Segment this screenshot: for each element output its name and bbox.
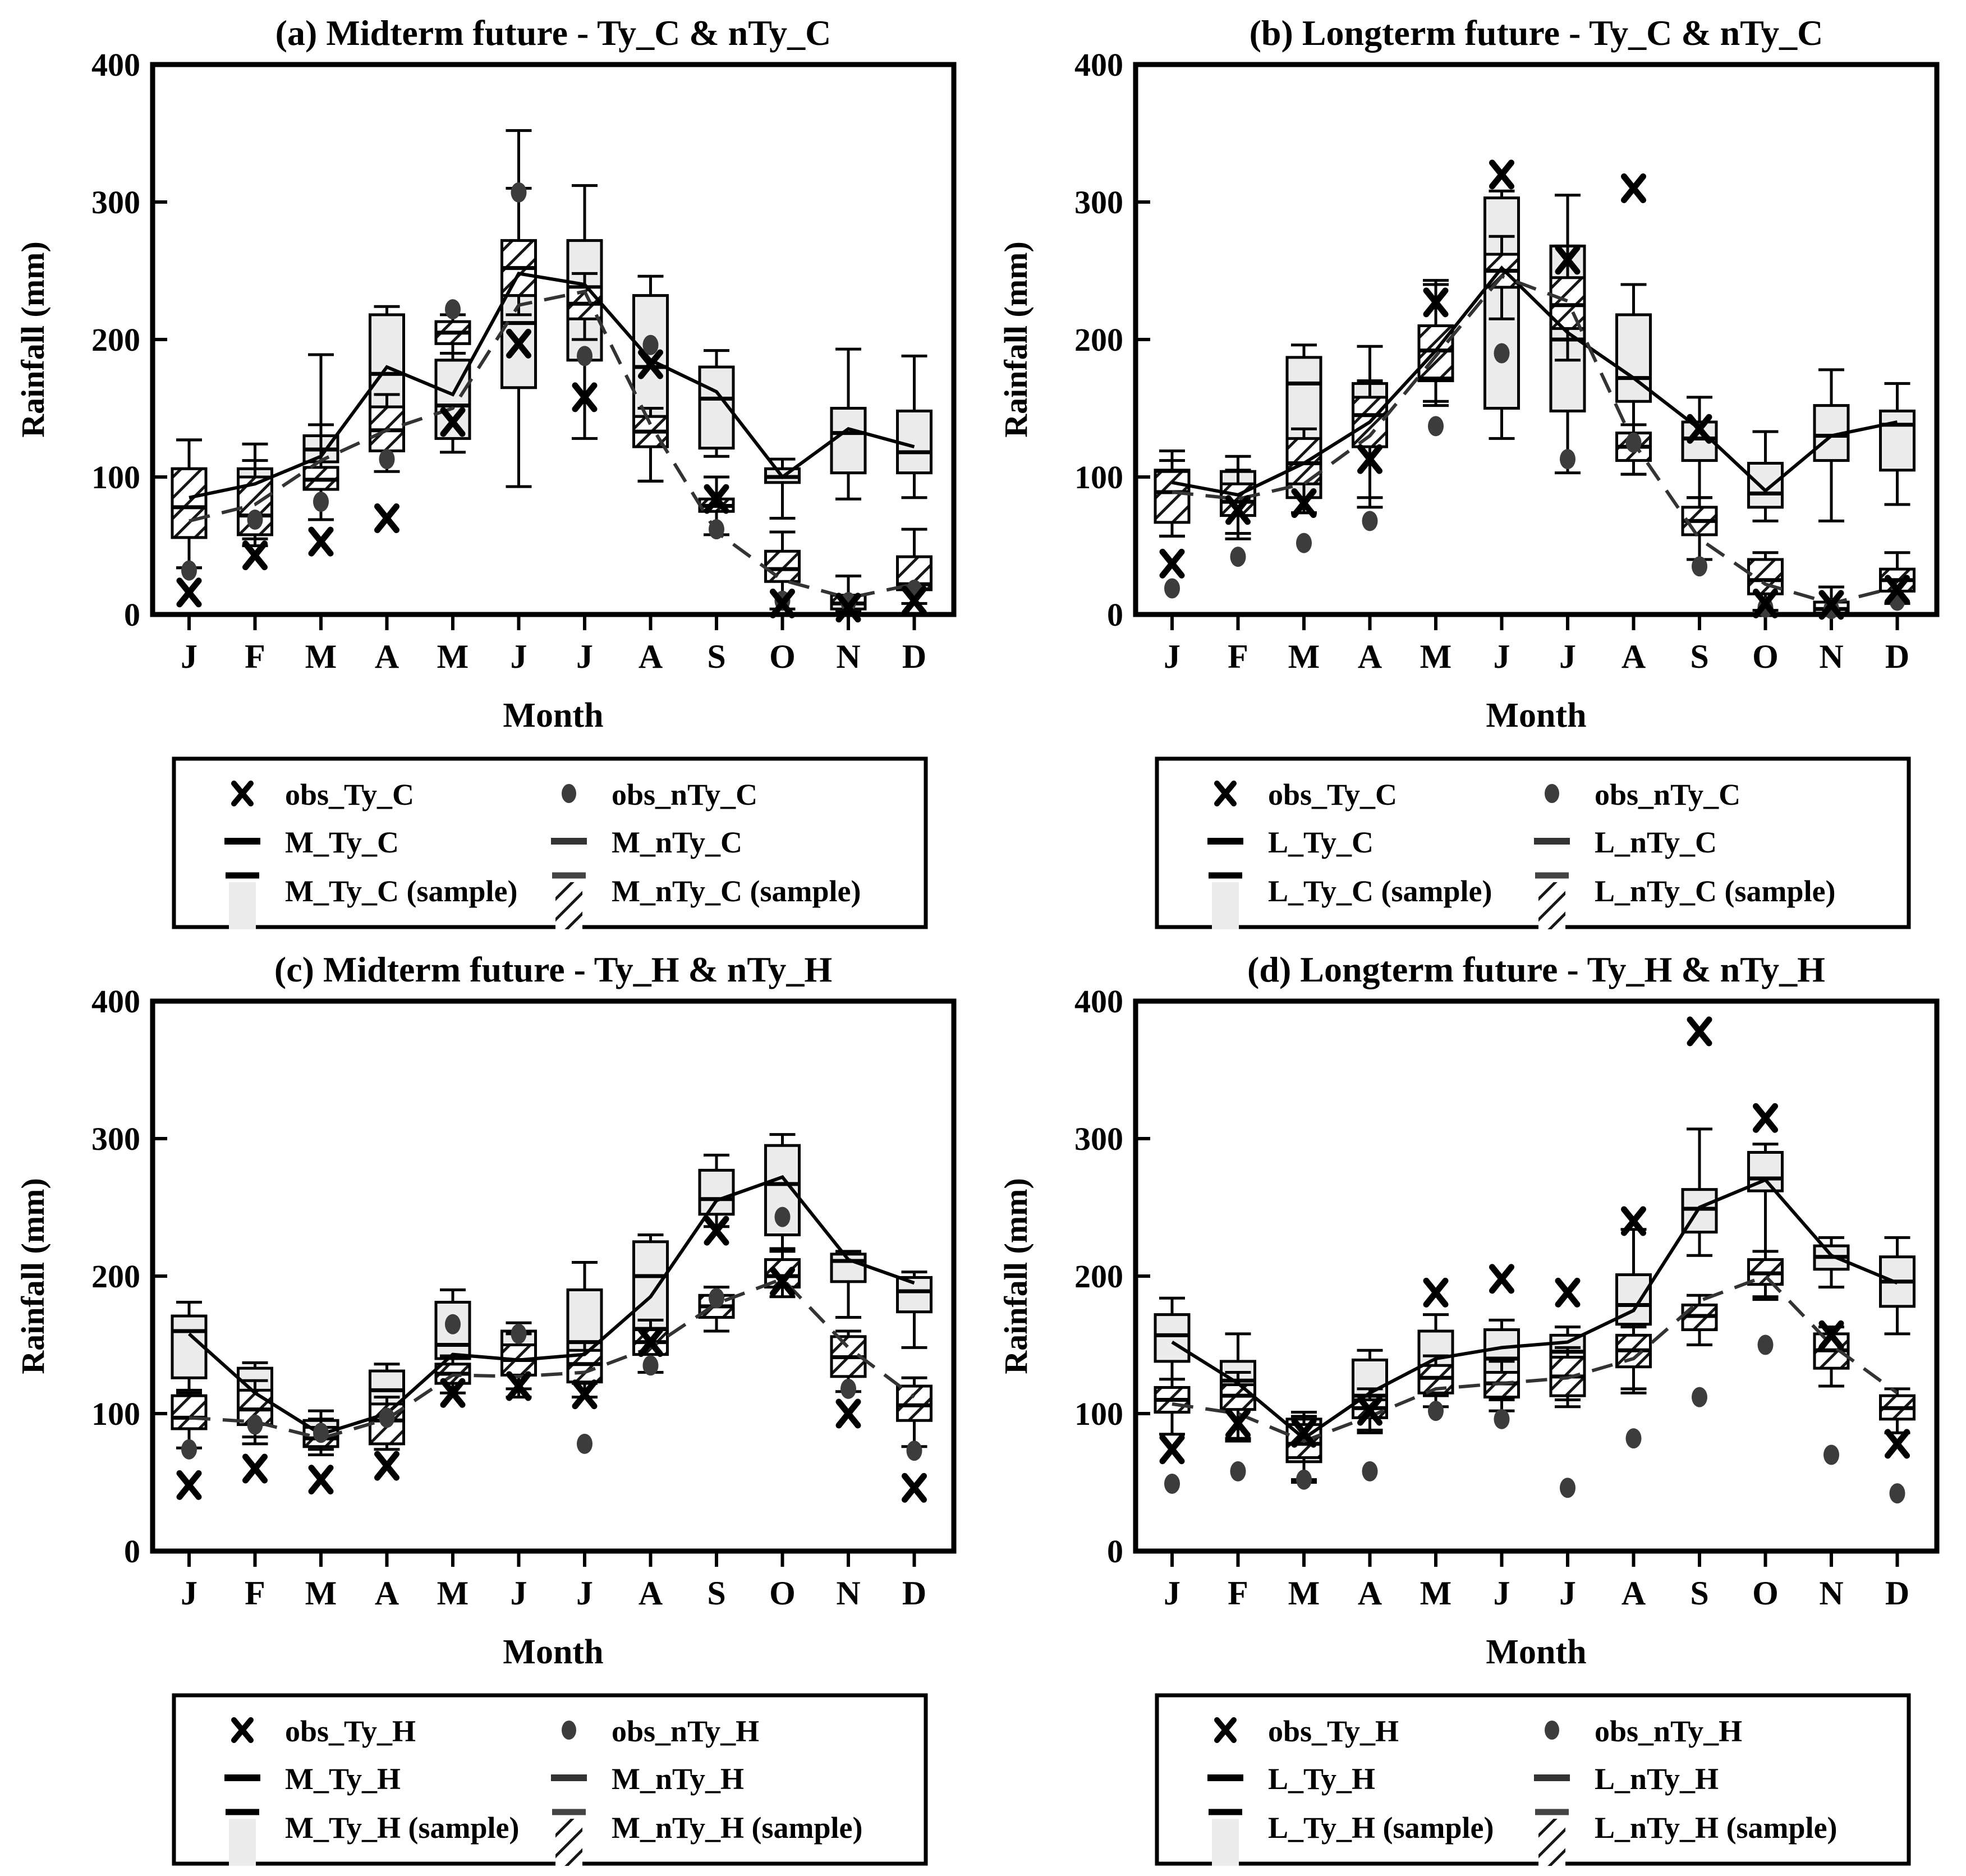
month-label: N xyxy=(836,1575,861,1612)
panel-b-chart xyxy=(983,0,1966,937)
legend-label: L_Ty_H (sample) xyxy=(1268,1811,1494,1845)
y-tick-label: 200 xyxy=(91,322,140,358)
ty-A7-box xyxy=(634,1242,668,1328)
panel-d-legend xyxy=(1157,1695,1909,1866)
gray-box-icon xyxy=(229,882,256,929)
y-tick-label: 200 xyxy=(91,1258,140,1295)
month-label: S xyxy=(1690,638,1709,675)
y-tick-label: 100 xyxy=(91,459,140,496)
panel-d xyxy=(983,937,1966,1873)
y-tick-label: 400 xyxy=(1074,983,1123,1020)
month-label: F xyxy=(1228,1575,1248,1612)
plot-frame xyxy=(1136,1001,1937,1551)
legend-label: obs_Ty_C xyxy=(285,778,415,811)
legend-label: M_Ty_C xyxy=(285,825,399,859)
legend-label: L_Ty_H xyxy=(1268,1762,1376,1796)
legend-label: L_nTy_H xyxy=(1595,1762,1719,1796)
month-label: M xyxy=(1288,638,1320,675)
obs-nty-dot xyxy=(709,1288,724,1308)
obs-nty-dot xyxy=(1164,1474,1180,1494)
y-tick-label: 400 xyxy=(91,47,140,83)
month-label: O xyxy=(1752,638,1779,675)
ty-S8-box xyxy=(700,1170,733,1214)
month-label: A xyxy=(638,638,663,675)
hatch-box-icon xyxy=(1538,1819,1565,1866)
month-label: J xyxy=(510,638,527,675)
legend-label: obs_nTy_H xyxy=(612,1714,760,1748)
x-axis-label: Month xyxy=(503,1633,604,1671)
obs-nty-dot xyxy=(379,449,395,469)
month-label: M xyxy=(1420,638,1452,675)
ty-O9-box xyxy=(1749,464,1783,507)
panel-b-title: (b) Longterm future - Ty_C & nTy_C xyxy=(1249,13,1823,53)
month-label: J xyxy=(181,638,197,675)
legend-label: M_nTy_C xyxy=(612,825,743,859)
month-label: J xyxy=(1164,638,1180,675)
gray-box-icon xyxy=(1212,1819,1239,1866)
obs-nty-dot xyxy=(247,1415,263,1435)
month-label: J xyxy=(1559,638,1576,675)
dot-marker-icon xyxy=(1545,784,1559,803)
legend-label: obs_nTy_C xyxy=(612,778,758,811)
obs-nty-dot xyxy=(1560,449,1575,469)
panel-b-legend xyxy=(1157,759,1909,929)
obs-nty-dot xyxy=(247,510,263,530)
ty-sample-boxes xyxy=(172,186,931,568)
month-label: A xyxy=(374,1575,399,1612)
panel-a-chart xyxy=(0,0,983,937)
nty-mean-line xyxy=(1172,1276,1898,1441)
legend-label: L_Ty_C xyxy=(1268,825,1374,859)
obs-nty-dot xyxy=(1494,1409,1510,1429)
obs-nty-dot xyxy=(1362,511,1378,531)
legend-label: obs_Ty_C xyxy=(1268,778,1398,811)
panel-b xyxy=(983,0,1966,937)
gray-box-icon xyxy=(229,1819,256,1866)
nty-sample-boxes xyxy=(1155,1251,1914,1480)
month-label: M xyxy=(1288,1575,1320,1612)
ty-mean-line xyxy=(1172,268,1898,495)
y-tick-label: 300 xyxy=(1074,184,1123,221)
month-label: J xyxy=(1493,638,1510,675)
obs-nty-dot xyxy=(577,1434,592,1454)
gray-box-icon xyxy=(1212,882,1239,929)
legend-label: L_Ty_C (sample) xyxy=(1268,874,1492,908)
panel-d-chart xyxy=(983,937,1966,1873)
obs-nty-dot xyxy=(1626,433,1642,453)
month-label: S xyxy=(1690,1575,1709,1612)
nty-D11-box xyxy=(898,1386,931,1420)
y-tick-label: 0 xyxy=(1107,597,1123,633)
legend-label: obs_Ty_H xyxy=(1268,1714,1399,1748)
month-label: A xyxy=(638,1575,663,1612)
obs-nty-dot xyxy=(313,492,329,512)
ty-N10-box xyxy=(832,409,865,473)
obs-nty-dot xyxy=(181,1439,197,1460)
x-axis-label: Month xyxy=(1486,1633,1587,1671)
obs-nty-dot xyxy=(775,1207,791,1227)
obs-nty-dot xyxy=(1626,1428,1642,1448)
month-label: M xyxy=(305,1575,337,1612)
month-label: J xyxy=(1164,1575,1180,1612)
nty-O9-box xyxy=(766,551,800,581)
obs-nty-dot xyxy=(1164,578,1180,598)
dot-marker-icon xyxy=(1545,1721,1559,1740)
month-label: S xyxy=(707,1575,726,1612)
obs-nty-dot xyxy=(1428,416,1444,436)
y-tick-label: 200 xyxy=(1074,1258,1123,1295)
y-tick-label: 300 xyxy=(91,1121,140,1157)
obs-nty-dot xyxy=(511,182,527,203)
panel-c-title: (c) Midterm future - Ty_H & nTy_H xyxy=(274,950,833,989)
nty-sample-boxes xyxy=(1155,236,1914,614)
legend-label: M_nTy_H xyxy=(612,1762,745,1796)
y-axis-label: Rainfall (mm) xyxy=(998,1178,1034,1374)
obs-markers xyxy=(1163,1020,1907,1503)
legend-label: M_Ty_H xyxy=(285,1762,401,1796)
month-label: O xyxy=(769,638,796,675)
obs-nty-dot xyxy=(1692,556,1707,576)
panel-d-title: (d) Longterm future - Ty_H & nTy_H xyxy=(1247,950,1825,989)
y-axis-label: Rainfall (mm) xyxy=(15,1178,51,1374)
y-axis-label: Rainfall (mm) xyxy=(15,241,51,438)
panel-a-legend xyxy=(174,759,926,929)
legend-label: L_nTy_H (sample) xyxy=(1595,1811,1838,1845)
plot-frame xyxy=(1136,65,1937,614)
month-label: M xyxy=(437,1575,469,1612)
month-label: J xyxy=(1559,1575,1576,1612)
obs-nty-dot xyxy=(907,1441,922,1461)
month-label: A xyxy=(374,638,399,675)
panel-c xyxy=(0,937,983,1873)
ty-J0-box xyxy=(172,1316,206,1378)
legend-label: obs_nTy_C xyxy=(1595,778,1741,811)
obs-nty-dot xyxy=(1692,1387,1707,1407)
legend-label: obs_Ty_H xyxy=(285,1714,416,1748)
obs-nty-dot xyxy=(1890,1483,1905,1503)
obs-nty-dot xyxy=(1758,1335,1774,1355)
month-label: F xyxy=(245,1575,265,1612)
obs-nty-dot xyxy=(1296,1470,1312,1490)
hatch-box-icon xyxy=(555,1819,582,1866)
month-label: N xyxy=(1819,1575,1844,1612)
month-label: D xyxy=(1885,1575,1910,1612)
ty-sample-boxes xyxy=(1155,1129,1914,1483)
ty-mean-line xyxy=(189,1177,915,1434)
legend-label: M_Ty_H (sample) xyxy=(285,1811,520,1845)
month-label: A xyxy=(1357,1575,1382,1612)
nty-sample-boxes xyxy=(172,1251,931,1455)
nty-sample-boxes xyxy=(172,131,931,612)
month-label: F xyxy=(245,638,265,675)
month-label: O xyxy=(1752,1575,1779,1612)
nty-J0-box xyxy=(172,469,206,538)
nty-J0-box xyxy=(1155,471,1189,522)
month-label: D xyxy=(902,638,927,675)
obs-nty-dot xyxy=(1230,1461,1246,1481)
ty-sample-boxes xyxy=(1155,191,1914,536)
obs-markers xyxy=(180,1207,924,1500)
obs-nty-dot xyxy=(445,1314,461,1334)
y-tick-label: 400 xyxy=(1074,47,1123,83)
month-label: M xyxy=(437,638,469,675)
y-tick-label: 200 xyxy=(1074,322,1123,358)
dot-marker-icon xyxy=(562,1721,576,1740)
legend-label: obs_nTy_H xyxy=(1595,1714,1743,1748)
legend-label: L_nTy_C (sample) xyxy=(1595,874,1836,908)
ty-sample-boxes xyxy=(172,1135,931,1450)
obs-markers xyxy=(1163,163,1907,619)
y-axis-label: Rainfall (mm) xyxy=(998,241,1034,438)
obs-nty-dot xyxy=(1823,1445,1839,1465)
obs-nty-dot xyxy=(1362,1461,1378,1481)
month-label: M xyxy=(305,638,337,675)
x-axis-label: Month xyxy=(1486,696,1587,735)
hatch-box-icon xyxy=(555,882,582,929)
month-label: A xyxy=(1621,638,1646,675)
legend-label: M_nTy_C (sample) xyxy=(612,874,861,908)
obs-markers xyxy=(180,182,924,620)
y-tick-label: 400 xyxy=(91,983,140,1020)
panel-c-chart xyxy=(0,937,983,1873)
obs-nty-dot xyxy=(577,346,592,366)
month-label: D xyxy=(902,1575,927,1612)
obs-nty-dot xyxy=(511,1324,527,1344)
obs-nty-dot xyxy=(1296,533,1312,553)
obs-nty-dot xyxy=(709,519,724,539)
nty-mean-line xyxy=(189,291,915,598)
y-tick-label: 100 xyxy=(1074,1396,1123,1432)
nty-mean-line xyxy=(1172,276,1898,603)
month-label: A xyxy=(1357,638,1382,675)
dot-marker-icon xyxy=(562,784,576,803)
month-label: J xyxy=(181,1575,197,1612)
ty-mean-line xyxy=(1172,1180,1898,1439)
panel-c-legend xyxy=(174,1695,926,1866)
ty-D11-box xyxy=(1881,411,1914,470)
ty-mean-line xyxy=(189,273,915,497)
panel-a xyxy=(0,0,983,937)
month-label: S xyxy=(707,638,726,675)
obs-nty-dot xyxy=(1494,343,1510,364)
month-label: A xyxy=(1621,1575,1646,1612)
month-label: J xyxy=(510,1575,527,1612)
month-label: F xyxy=(1228,638,1248,675)
obs-nty-dot xyxy=(1230,547,1246,567)
y-tick-label: 0 xyxy=(1107,1533,1123,1570)
obs-nty-dot xyxy=(643,335,659,355)
obs-nty-dot xyxy=(840,1379,856,1399)
ty-A7-box xyxy=(634,296,668,417)
legend-label: M_Ty_C (sample) xyxy=(285,874,518,908)
obs-nty-dot xyxy=(1428,1401,1444,1421)
obs-nty-dot xyxy=(1560,1478,1575,1498)
hatch-box-icon xyxy=(1538,882,1565,929)
panel-a-title: (a) Midterm future - Ty_C & nTy_C xyxy=(275,13,832,53)
obs-nty-dot xyxy=(313,1423,329,1443)
legend-label: L_nTy_C xyxy=(1595,825,1717,859)
y-tick-label: 0 xyxy=(124,597,140,633)
y-tick-label: 100 xyxy=(91,1396,140,1432)
obs-nty-dot xyxy=(181,561,197,581)
obs-nty-dot xyxy=(379,1407,395,1428)
ty-J0-box xyxy=(1155,1315,1189,1361)
obs-nty-dot xyxy=(445,299,461,319)
month-label: M xyxy=(1420,1575,1452,1612)
month-label: J xyxy=(576,638,593,675)
nty-J0-box xyxy=(172,1396,206,1429)
y-tick-label: 300 xyxy=(91,184,140,221)
month-label: N xyxy=(836,638,861,675)
month-label: J xyxy=(1493,1575,1510,1612)
legend-label: M_nTy_H (sample) xyxy=(612,1811,863,1845)
y-tick-label: 300 xyxy=(1074,1121,1123,1157)
y-tick-label: 0 xyxy=(124,1533,140,1570)
y-tick-label: 100 xyxy=(1074,459,1123,496)
obs-nty-dot xyxy=(643,1355,659,1375)
month-label: O xyxy=(769,1575,796,1612)
month-label: D xyxy=(1885,638,1910,675)
month-label: J xyxy=(576,1575,593,1612)
x-axis-label: Month xyxy=(503,696,604,735)
month-label: N xyxy=(1819,638,1844,675)
